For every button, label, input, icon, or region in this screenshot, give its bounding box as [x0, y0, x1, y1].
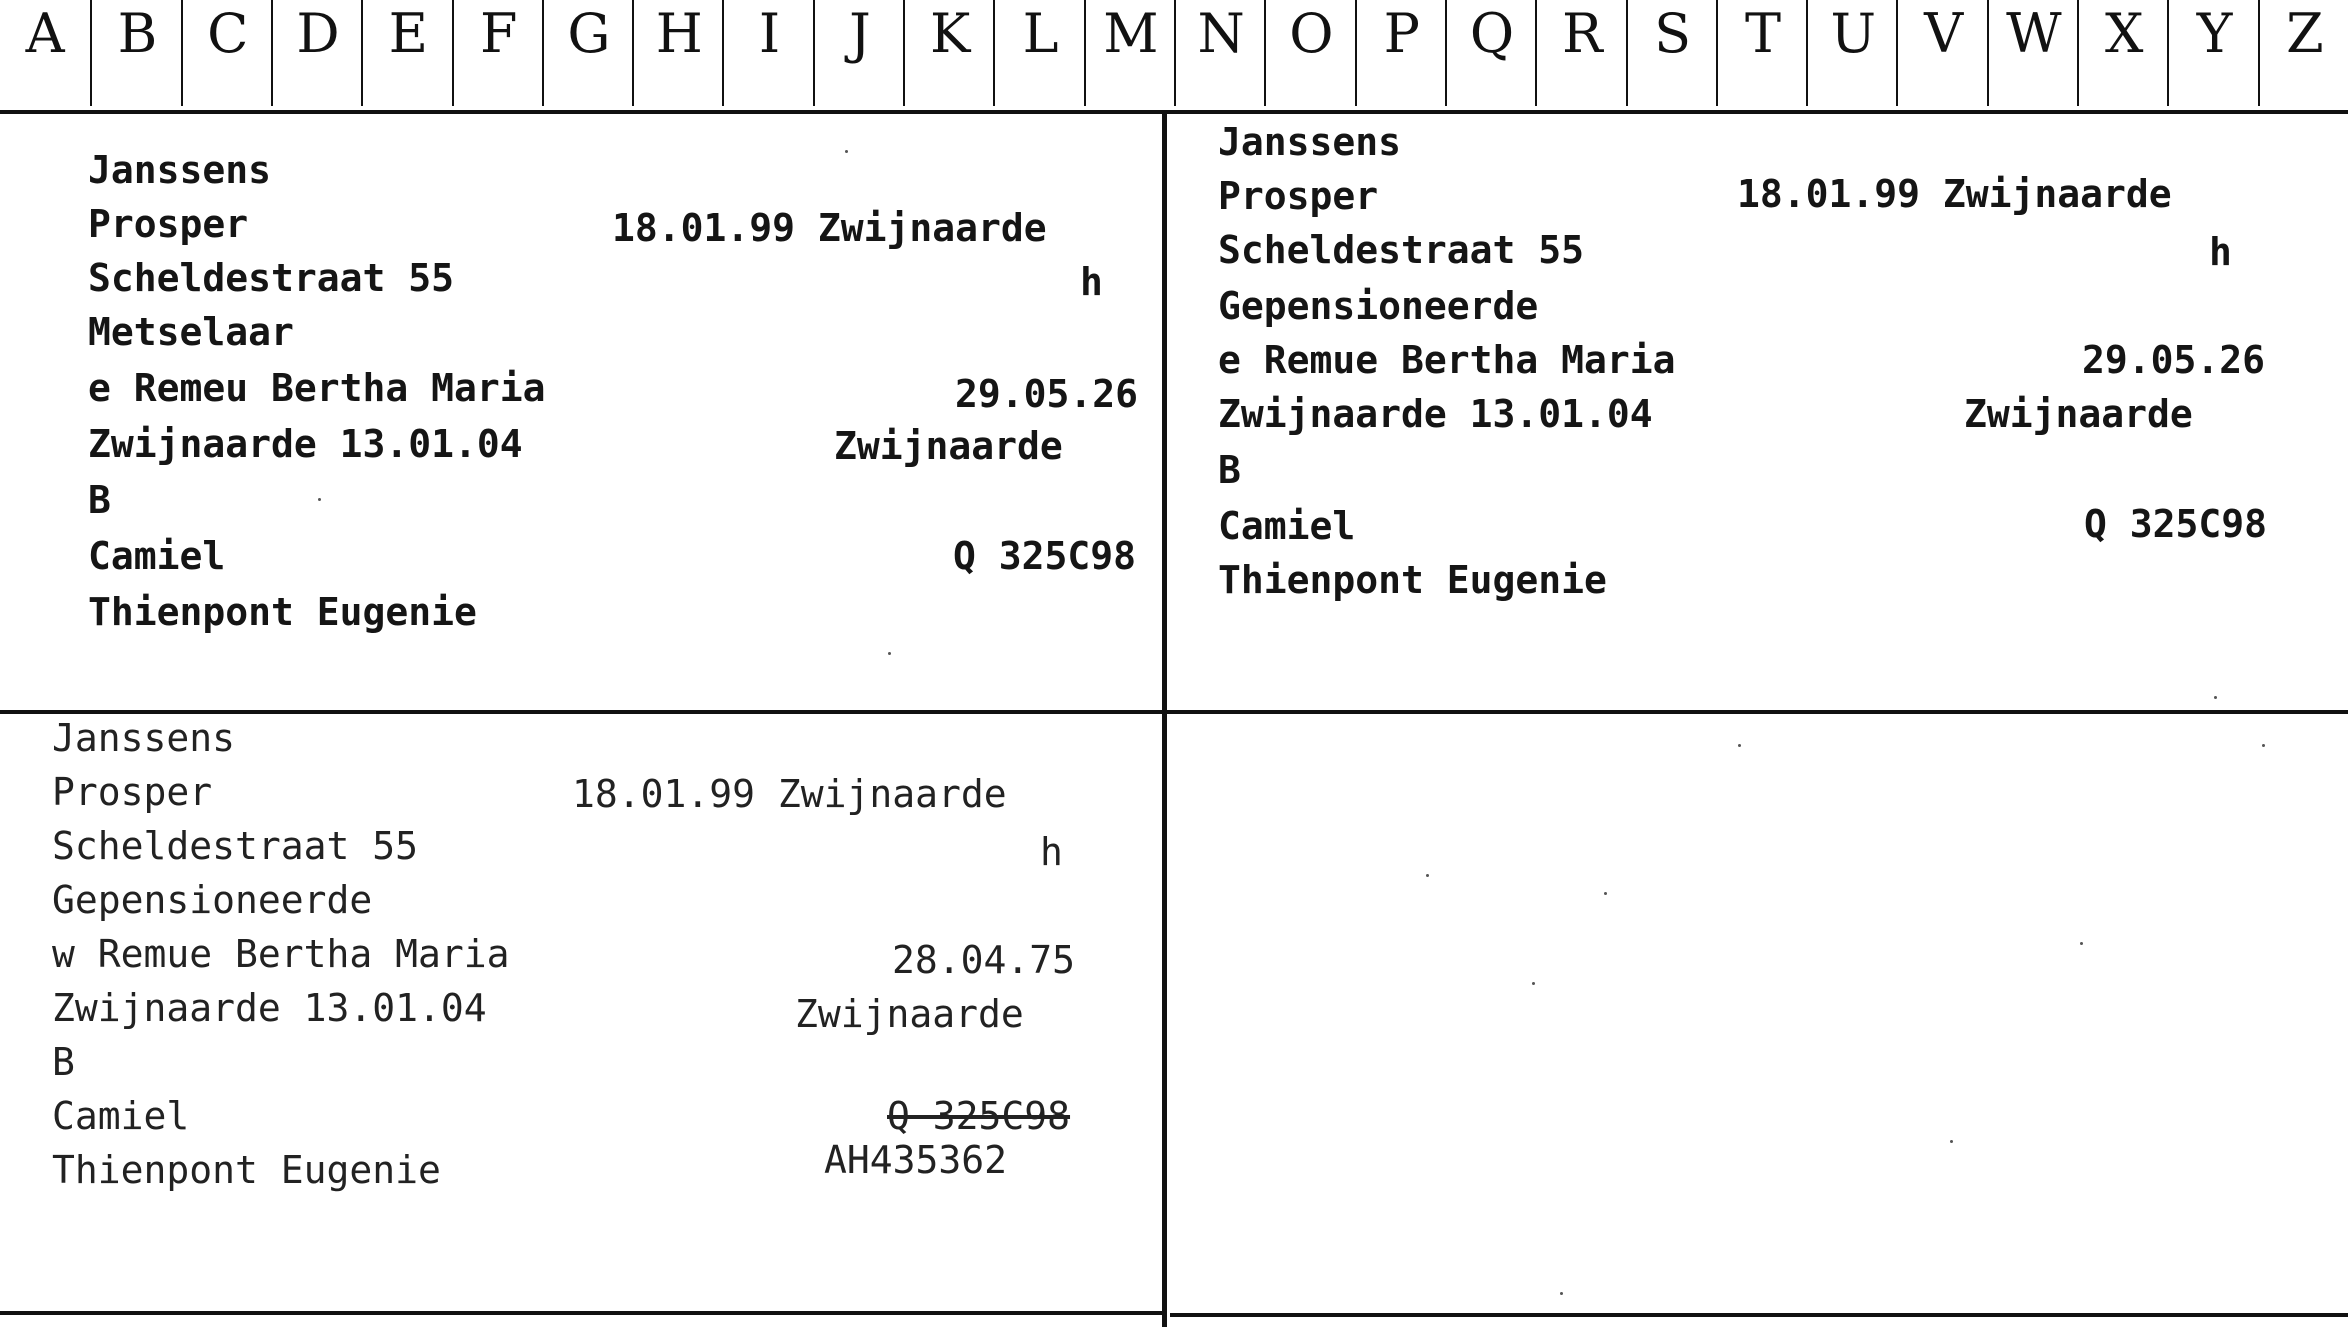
- card-birth: 18.01.99 Zwijnaarde: [572, 772, 1007, 816]
- scan-speck: [2262, 744, 2265, 747]
- alphabet-index-bar: [0, 0, 2348, 114]
- card-spouse-date: 29.05.26: [955, 372, 1139, 416]
- card-spouse: e Remue Bertha Maria: [1218, 338, 1676, 382]
- alphabet-letter-z: [2258, 0, 2348, 106]
- card-registration-place: Zwijnaarde: [834, 424, 1063, 468]
- card-birth: 18.01.99 Zwijnaarde: [1737, 172, 2172, 216]
- card-id-number: AH435362: [824, 1138, 1008, 1182]
- scan-speck: [1950, 1140, 1953, 1143]
- card-surname: Janssens: [52, 716, 236, 760]
- alphabet-letter-label: P: [1383, 2, 1420, 65]
- alphabet-letter-label: R: [1562, 2, 1603, 65]
- alphabet-letter-f: [452, 0, 544, 106]
- card-category: B: [88, 478, 111, 522]
- card-registration: Zwijnaarde 13.01.04: [52, 986, 487, 1030]
- card-registration: Zwijnaarde 13.01.04: [1218, 392, 1653, 436]
- alphabet-letter-label: W: [2006, 2, 2062, 65]
- alphabet-letter-label: Y: [2196, 2, 2233, 65]
- scan-speck: [1738, 744, 1741, 747]
- alphabet-letter-a: [0, 0, 90, 106]
- card-id-number: Q 325C98: [2084, 502, 2268, 546]
- alphabet-letter-b: [90, 0, 182, 106]
- card-gender: h: [1080, 260, 1103, 304]
- scan-speck: [888, 652, 891, 655]
- alphabet-letter-label: Z: [2286, 2, 2324, 65]
- scan-speck: [1560, 1292, 1563, 1295]
- alphabet-letter-label: B: [117, 2, 158, 65]
- alphabet-letter-label: L: [1022, 2, 1059, 65]
- card-surname: Janssens: [88, 148, 272, 192]
- alphabet-letter-label: H: [655, 2, 703, 65]
- scan-speck: [2080, 942, 2083, 945]
- card-mother: Thienpont Eugenie: [88, 590, 477, 634]
- card-surname: Janssens: [1218, 120, 1402, 164]
- card-street: Scheldestraat 55: [1218, 228, 1585, 272]
- alphabet-letter-l: [993, 0, 1085, 106]
- alphabet-letter-label: O: [1289, 2, 1334, 65]
- alphabet-letter-label: I: [758, 2, 781, 65]
- alphabet-letter-y: [2167, 0, 2259, 106]
- card-street: Scheldestraat 55: [88, 256, 455, 300]
- card-occupation: Metselaar: [88, 310, 294, 354]
- alphabet-letter-label: G: [567, 2, 611, 65]
- alphabet-letter-i: [722, 0, 814, 106]
- scan-speck: [318, 498, 321, 501]
- card-registration: Zwijnaarde 13.01.04: [88, 422, 523, 466]
- card-id-number-struck: Q 325C98: [887, 1094, 1071, 1138]
- alphabet-letter-p: [1355, 0, 1447, 106]
- card-firstname: Prosper: [88, 202, 249, 246]
- alphabet-letter-v: [1896, 0, 1988, 106]
- alphabet-letter-x: [2077, 0, 2169, 106]
- alphabet-letter-label: D: [296, 2, 340, 65]
- alphabet-letter-h: [632, 0, 724, 106]
- card-registration-place: Zwijnaarde: [1964, 392, 2193, 436]
- card-occupation: Gepensioneerde: [52, 878, 373, 922]
- alphabet-letter-label: S: [1654, 2, 1692, 65]
- card-mother: Thienpont Eugenie: [1218, 558, 1607, 602]
- card-spouse-date: 28.04.75: [892, 938, 1076, 982]
- card-spouse: w Remue Bertha Maria: [52, 932, 510, 976]
- scan-speck: [1426, 874, 1429, 877]
- card-mother: Thienpont Eugenie: [52, 1148, 441, 1192]
- alphabet-letter-u: [1806, 0, 1898, 106]
- card-firstname: Prosper: [52, 770, 213, 814]
- card-divider-horizontal-bottom-right: [1170, 1313, 2348, 1317]
- card-father: Camiel: [52, 1094, 190, 1138]
- card-gender: h: [2209, 230, 2232, 274]
- card-father: Camiel: [88, 534, 226, 578]
- card-spouse-date: 29.05.26: [2082, 338, 2266, 382]
- card-category: B: [52, 1040, 75, 1084]
- scan-speck: [845, 150, 848, 153]
- alphabet-letter-label: A: [25, 2, 65, 65]
- alphabet-letter-label: N: [1197, 2, 1245, 65]
- card-street: Scheldestraat 55: [52, 824, 419, 868]
- alphabet-letter-e: [361, 0, 453, 106]
- alphabet-letter-m: [1084, 0, 1176, 106]
- card-category: B: [1218, 448, 1241, 492]
- registry-card-top-right: [1167, 114, 2348, 708]
- alphabet-letter-label: T: [1744, 2, 1781, 65]
- alphabet-letter-label: K: [930, 2, 971, 65]
- alphabet-letter-label: E: [388, 2, 429, 65]
- alphabet-letter-c: [181, 0, 273, 106]
- alphabet-letter-label: X: [2104, 2, 2144, 65]
- alphabet-letter-r: [1535, 0, 1627, 106]
- card-id-number: Q 325C98: [953, 534, 1137, 578]
- scan-speck: [2214, 696, 2217, 699]
- card-firstname: Prosper: [1218, 174, 1379, 218]
- card-birth: 18.01.99 Zwijnaarde: [612, 206, 1047, 250]
- card-occupation: Gepensioneerde: [1218, 284, 1539, 328]
- alphabet-letter-w: [1987, 0, 2079, 106]
- alphabet-letter-t: [1716, 0, 1808, 106]
- alphabet-letter-label: F: [479, 2, 518, 65]
- scan-speck: [1604, 892, 1607, 895]
- alphabet-letter-d: [271, 0, 363, 106]
- card-father: Camiel: [1218, 504, 1356, 548]
- alphabet-letter-label: J: [849, 2, 871, 65]
- registry-card-top-left: [0, 114, 1160, 708]
- alphabet-letter-j: [813, 0, 905, 106]
- alphabet-letter-label: U: [1830, 2, 1877, 65]
- alphabet-letter-q: [1445, 0, 1537, 106]
- alphabet-letter-n: [1174, 0, 1266, 106]
- registry-card-bottom-right-empty: [1167, 714, 2348, 1310]
- registry-card-bottom-left: [0, 714, 1160, 1310]
- alphabet-letter-label: V: [1924, 2, 1964, 65]
- alphabet-letter-g: [542, 0, 634, 106]
- alphabet-letter-o: [1264, 0, 1356, 106]
- scan-speck: [1532, 982, 1535, 985]
- alphabet-letter-label: C: [207, 2, 249, 65]
- card-registration-place: Zwijnaarde: [795, 992, 1024, 1036]
- card-divider-horizontal-bottom-left: [0, 1311, 1162, 1315]
- card-gender: h: [1040, 830, 1063, 874]
- alphabet-letter-s: [1626, 0, 1718, 106]
- card-spouse: e Remeu Bertha Maria: [88, 366, 546, 410]
- alphabet-letter-label: M: [1103, 2, 1159, 65]
- alphabet-letter-k: [903, 0, 995, 106]
- alphabet-letter-label: Q: [1469, 2, 1515, 65]
